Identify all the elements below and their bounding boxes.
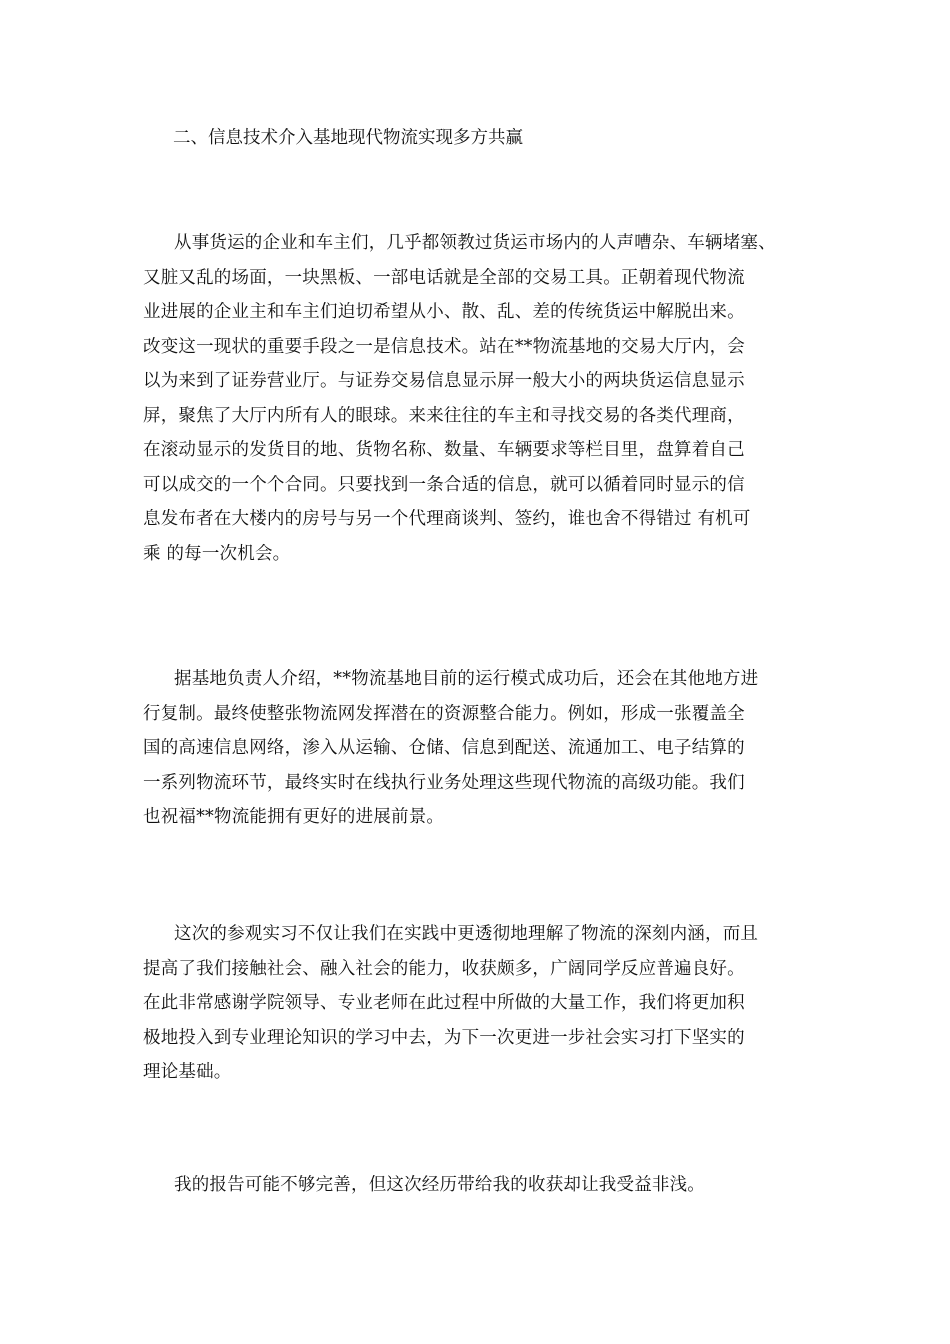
paragraph-line: 提高了我们接触社会、融入社会的能力，收获颇多，广阔同学反应普遍良好。 [143,958,745,979]
paragraph-line: 极地投入到专业理论知识的学习中去，为下一次更进一步社会实习打下坚实的 [143,1027,745,1048]
paragraph-line: 业进展的企业主和车主们迫切希望从小、散、乱、差的传统货运中解脱出来。 [143,302,745,322]
paragraph-line: 从事货运的企业和车主们，几乎都领教过货运市场内的人声嘈杂、车辆堵塞、 [174,233,776,253]
paragraph-line: 又脏又乱的场面，一块黑板、一部电话就是全部的交易工具。正朝着现代物流 [143,267,745,288]
paragraph-line: 理论基础。 [143,1062,232,1082]
paragraph-line: 在滚动显示的发货目的地、货物名称、数量、车辆要求等栏目里，盘算着自己 [143,440,745,460]
paragraph-information-technology [143,226,833,571]
paragraph-line: 乘 的每一次机会。 [143,543,291,564]
paragraph-line: 一系列物流环节，最终实时在线执行业务处理这些现代物流的高级功能。我们 [143,772,745,793]
paragraph-line: 息发布者在大楼内的房号与另一个代理商谈判、签约，谁也舍不得错过 有机可 [143,509,751,529]
section-heading: 二、信息技术介入基地现代物流实现多方共赢 [173,128,523,148]
paragraph-closing [143,1168,833,1203]
paragraph-line: 行复制。最终使整张物流网发挥潜在的资源整合能力。例如，形成一张覆盖全 [143,703,745,724]
paragraph-line: 据基地负责人介绍，**物流基地目前的运行模式成功后，还会在其他地方进 [174,669,759,689]
paragraph-base-introduction [143,662,833,835]
paragraph-line: 这次的参观实习不仅让我们在实践中更透彻地理解了物流的深刻内涵，而且 [174,924,759,944]
paragraph-line: 在此非常感谢学院领导、专业老师在此过程中所做的大量工作，我们将更加积 [143,993,745,1013]
paragraph-line: 国的高速信息网络，渗入从运输、仓储、信息到配送、流通加工、电子结算的 [143,738,745,758]
paragraph-line: 可以成交的一个个合同。只要找到一条合适的信息，就可以循着同时显示的信 [143,474,745,495]
paragraph-line: 也祝福**物流能拥有更好的进展前景。 [143,807,445,827]
paragraph-line: 以为来到了证券营业厅。与证券交易信息显示屏一般大小的两块货运信息显示 [143,371,745,391]
paragraph-line: 屏，聚焦了大厅内所有人的眼球。来来往往的车主和寻找交易的各类代理商， [143,405,745,426]
paragraph-line: 我的报告可能不够完善，但这次经历带给我的收获却让我受益非浅。 [174,1175,705,1195]
paragraph-line: 改变这一现状的重要手段之一是信息技术。站在**物流基地的交易大厅内，会 [143,336,745,357]
paragraph-internship-summary [143,917,833,1090]
